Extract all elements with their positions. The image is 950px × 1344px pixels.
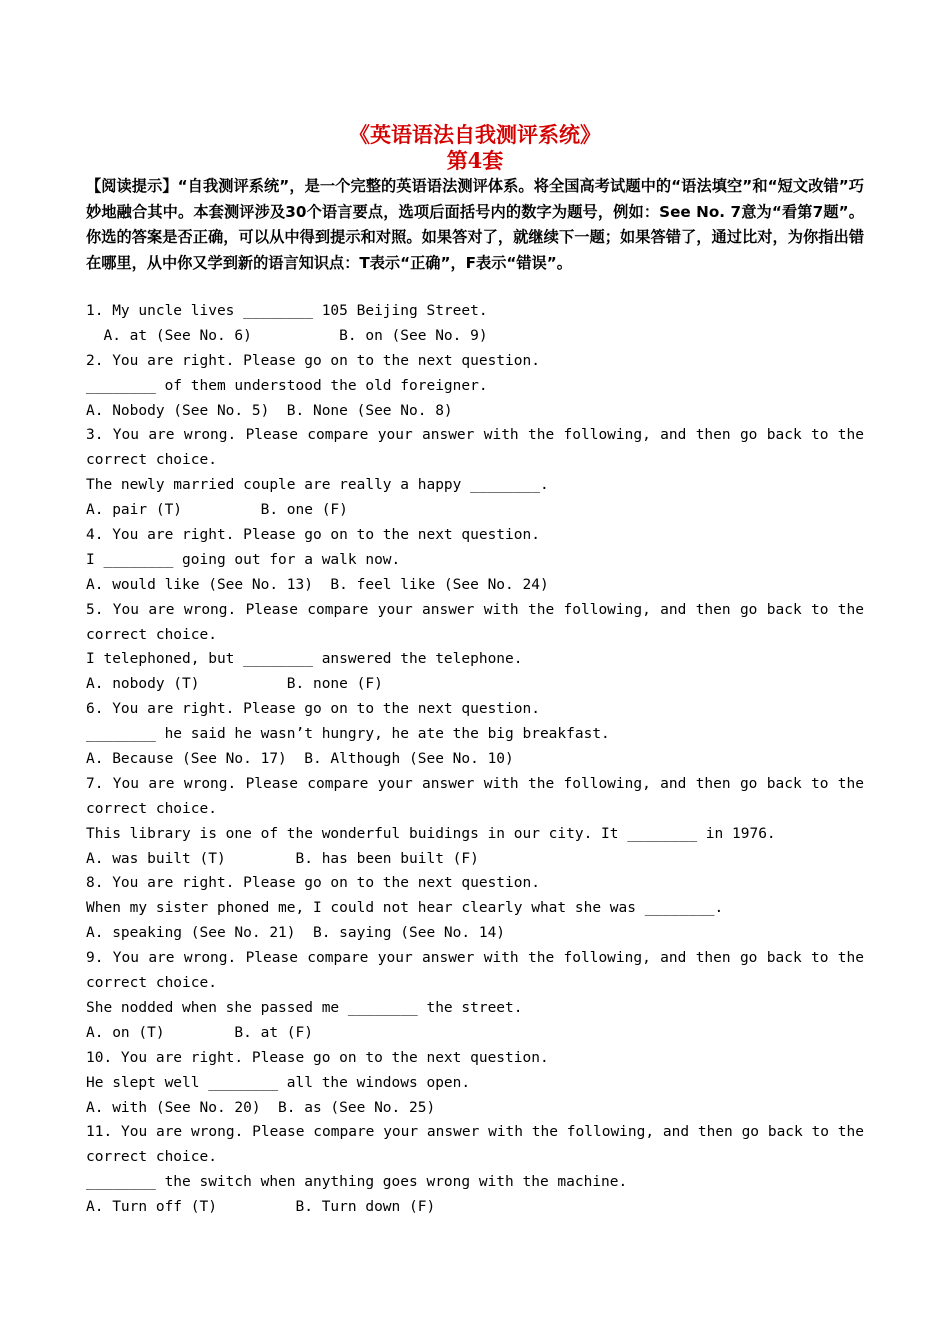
- question-line: ________ he said he wasn’t hungry, he ate the big breakfast.: [86, 726, 610, 743]
- document-subtitle: 第4套: [446, 148, 504, 173]
- feedback-line-cont: correct choice.: [86, 1149, 217, 1166]
- feedback-line: 8. You are right. Please go on to the next question.: [86, 875, 540, 892]
- question-line: He slept well ________ all the windows open.: [86, 1074, 471, 1091]
- question-line: She nodded when she passed me ________ the street.: [86, 999, 523, 1016]
- option-line: A. Because (See No. 17) B. Although (See No. 10): [86, 751, 514, 768]
- feedback-line: 9. You are wrong. Please compare your answer with the following, and then go back to the: [86, 950, 864, 967]
- option-line: A. pair (T) B. one (F): [86, 502, 348, 519]
- feedback-line-cont: correct choice.: [86, 800, 217, 817]
- option-line: A. Turn off (T) B. Turn down (F): [86, 1199, 436, 1216]
- feedback-line: 4. You are right. Please go on to the next question.: [86, 527, 540, 544]
- option-line: A. at (See No. 6) B. on (See No. 9): [86, 327, 488, 344]
- feedback-line: 5. You are wrong. Please compare your answer with the following, and then go back to the: [86, 601, 864, 618]
- reading-tip-paragraph: 【阅读提示】“自我测评系统”，是一个完整的英语语法测评体系。将全国高考试题中的“语法填空”和“短文改错”巧妙地融合其中。本套测评涉及30个语言要点，选项后面括号内的数字为题号，例如：See No. 7意为“看第7题”。你选的答案是否正确，可以从中得到提示和对照。如果答对了，就继续下一题；如果答错了，通过比对，为你指出错在哪里，从中你又学到新的语言知识点：T表示“正确”，F表示“错误”。: [86, 177, 864, 272]
- option-line: A. speaking (See No. 21) B. saying (See No. 14): [86, 925, 506, 942]
- document-title: 《英语语法自我测评系统》: [349, 122, 601, 147]
- question-list: [86, 299, 864, 1220]
- question-line: ________ the switch when anything goes wrong with the machine.: [86, 1174, 628, 1191]
- option-line: A. would like (See No. 13) B. feel like (See No. 24): [86, 576, 549, 593]
- question-line: I ________ going out for a walk now.: [86, 551, 401, 568]
- option-line: A. was built (T) B. has been built (F): [86, 850, 479, 867]
- feedback-line-cont: correct choice.: [86, 452, 217, 469]
- feedback-line: 11. You are wrong. Please compare your answer with the following, and then go back to the: [86, 1124, 864, 1141]
- option-line: A. Nobody (See No. 5) B. None (See No. 8): [86, 402, 453, 419]
- feedback-line: 10. You are right. Please go on to the next question.: [86, 1049, 549, 1066]
- feedback-line-cont: correct choice.: [86, 975, 217, 992]
- option-line: A. on (T) B. at (F): [86, 1024, 313, 1041]
- feedback-line: 6. You are right. Please go on to the next question.: [86, 701, 540, 718]
- option-line: A. with (See No. 20) B. as (See No. 25): [86, 1099, 436, 1116]
- question-line: This library is one of the wonderful buidings in our city. It ________ in 1976.: [86, 825, 776, 842]
- question-line: The newly married couple are really a happy ________.: [86, 477, 549, 494]
- feedback-line: 7. You are wrong. Please compare your answer with the following, and then go back to the: [86, 775, 864, 792]
- feedback-line: 3. You are wrong. Please compare your answer with the following, and then go back to the: [86, 427, 864, 444]
- question-line: 1. My uncle lives ________ 105 Beijing Street.: [86, 303, 488, 319]
- feedback-line-cont: correct choice.: [86, 626, 217, 643]
- question-line: When my sister phoned me, I could not hear clearly what she was ________.: [86, 900, 724, 917]
- feedback-line: 2. You are right. Please go on to the next question.: [86, 352, 540, 369]
- option-line: A. nobody (T) B. none (F): [86, 676, 383, 693]
- question-line: ________ of them understood the old foreigner.: [86, 377, 488, 394]
- question-line: I telephoned, but ________ answered the telephone.: [86, 651, 523, 668]
